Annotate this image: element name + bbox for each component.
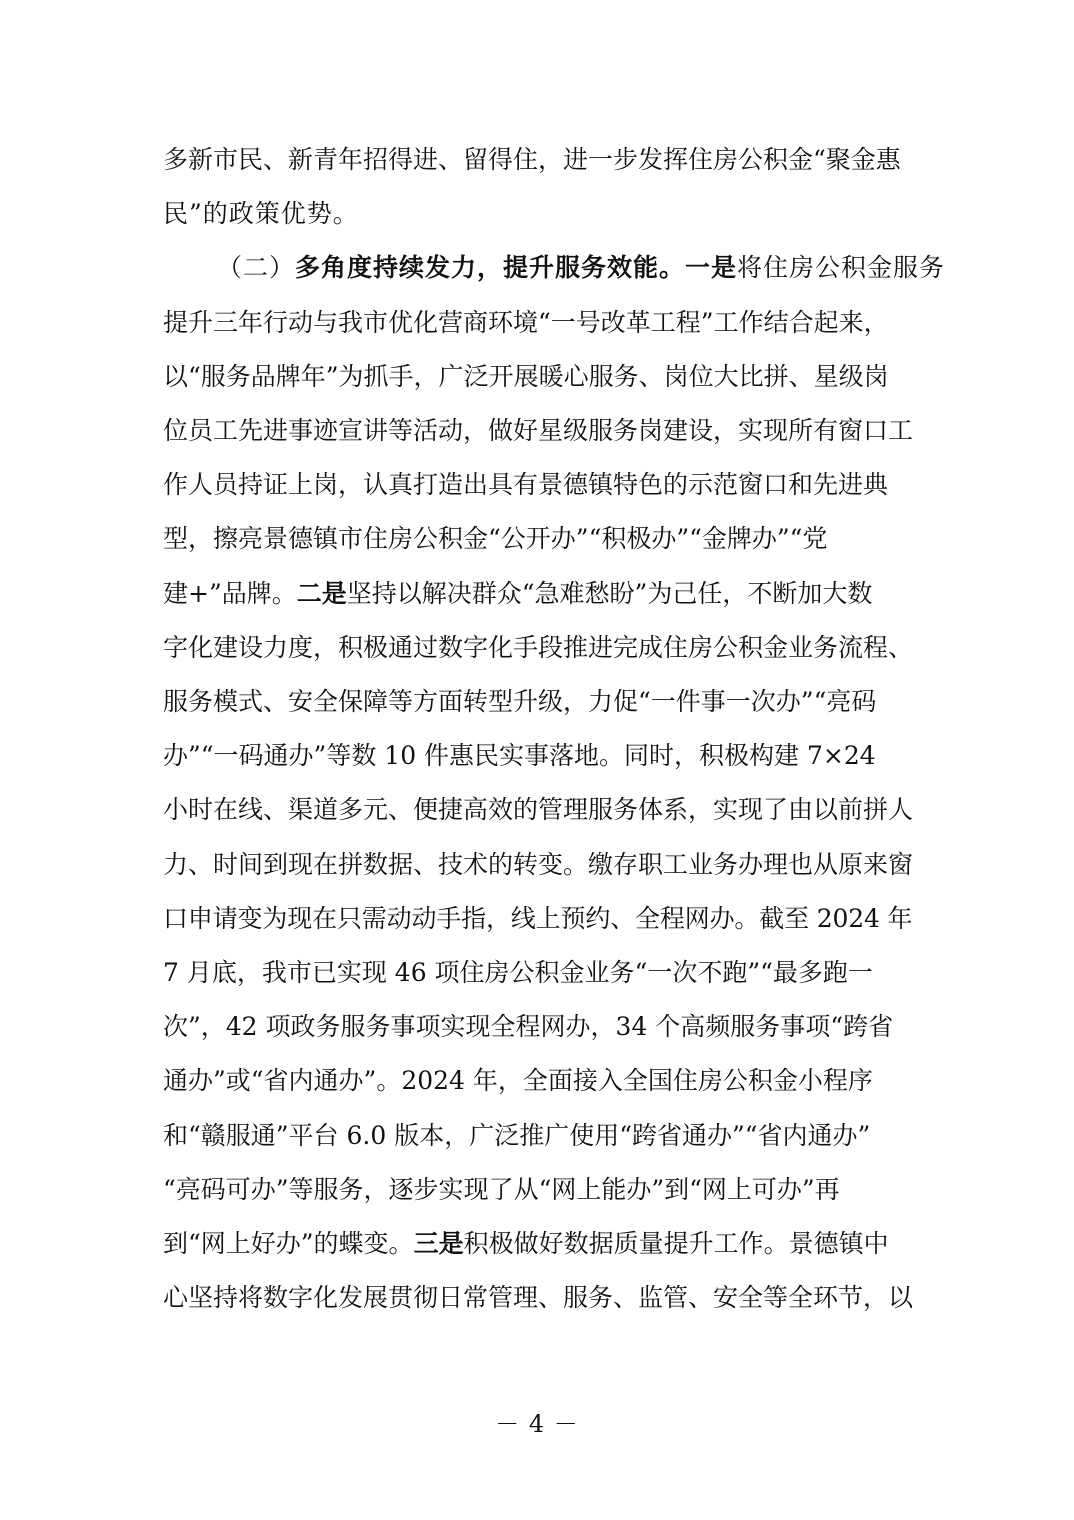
text-line bbox=[163, 1062, 913, 1100]
text-segment: “亮码可办”等服务，逐步实现了从“网上能办”到“网上可办”再 bbox=[163, 1174, 840, 1204]
text-segment: 民”的政策优势。 bbox=[163, 199, 359, 229]
text-line bbox=[163, 412, 913, 450]
text-line bbox=[163, 575, 913, 613]
text-segment: 小时在线、渠道多元、便捷高效的管理服务体系，实现了由以前拼人 bbox=[163, 795, 914, 825]
text-segment: 7 月底，我市已实现 46 项住房公积金业务“一次不跑”“最多跑一 bbox=[163, 958, 873, 987]
text-segment: 力、时间到现在拼数据、技术的转变。缴存职工业务办理也从原来窗 bbox=[163, 849, 914, 879]
text-segment: 心坚持将数字化发展贯彻日常管理、服务、监管、安全等全环节，以 bbox=[163, 1283, 914, 1313]
text-segment: 建+”品牌。 bbox=[163, 578, 297, 608]
text-segment: 办”“一码通办”等数 10 件惠民实事落地。同时，积极构建 7×24 bbox=[163, 741, 876, 771]
text-line bbox=[163, 737, 913, 775]
text-line bbox=[163, 304, 913, 342]
text-line bbox=[163, 1279, 913, 1317]
text-line bbox=[163, 954, 913, 992]
text-segment: 到“网上好办”的蝶变。 bbox=[163, 1229, 414, 1258]
text-segment: 多新市民、新青年招得进、留得住，进一步发挥住房公积金“聚金惠 bbox=[163, 145, 901, 174]
text-line bbox=[163, 141, 913, 179]
text-line bbox=[163, 846, 913, 884]
bold-text-segment: 二是 bbox=[296, 578, 347, 608]
text-line bbox=[163, 683, 913, 721]
text-segment: 将住房公积金服务 bbox=[737, 253, 946, 283]
text-segment: 口申请变为现在只需动动手指，线上预约、全程网办。截至 2024 年 bbox=[163, 903, 913, 933]
text-segment: 字化建设力度，积极通过数字化手段推进完成住房公积金业务流程、 bbox=[163, 632, 914, 662]
bold-text-segment: 多角度持续发力，提升服务效能。一是 bbox=[295, 253, 738, 283]
text-segment: 提升三年行动与我市优化营商环境“一号改革工程”工作结合起来， bbox=[163, 307, 889, 337]
text-line bbox=[163, 1008, 913, 1046]
text-segment: 作人员持证上岗，认真打造出具有景德镇特色的示范窗口和先进典 bbox=[163, 470, 889, 500]
page-number: － 4 － bbox=[495, 1410, 579, 1438]
text-line bbox=[163, 195, 913, 233]
text-segment: 坚持以解决群众“急难愁盼”为己任，不断加大数 bbox=[346, 578, 873, 608]
text-line bbox=[163, 1117, 913, 1155]
text-line bbox=[163, 791, 913, 829]
text-line bbox=[163, 1225, 913, 1263]
text-segment: 通办”或“省内通办”。2024 年，全面接入全国住房公积金小程序 bbox=[163, 1066, 873, 1096]
text-segment: 和“赣服通”平台 6.0 版本，广泛推广使用“跨省通办”“省内通办” bbox=[163, 1120, 871, 1150]
text-line bbox=[163, 1171, 913, 1209]
text-line bbox=[163, 520, 913, 558]
text-segment: 积极做好数据质量提升工作。景德镇中 bbox=[463, 1229, 889, 1258]
text-segment: 以“服务品牌年”为抓手，广泛开展暖心服务、岗位大比拼、星级岗 bbox=[163, 361, 889, 391]
text-segment: 服务模式、安全保障等方面转型升级，力促“一件事一次办”“亮码 bbox=[163, 687, 877, 716]
text-line bbox=[217, 249, 967, 287]
text-line bbox=[163, 466, 913, 504]
bold-text-segment: 三是 bbox=[413, 1229, 464, 1258]
text-line bbox=[163, 900, 913, 938]
text-segment: 位员工先进事迹宣讲等活动，做好星级服务岗建设，实现所有窗口工 bbox=[163, 416, 914, 445]
text-segment: 型，擦亮景德镇市住房公积金“公开办”“积极办”“金牌办”“党 bbox=[163, 524, 828, 554]
text-line bbox=[163, 629, 913, 667]
text-segment: 次”，42 项政务服务事项实现全程网办，34 个高频服务事项“跨省 bbox=[163, 1012, 894, 1042]
text-line bbox=[163, 358, 913, 396]
text-segment: （二） bbox=[217, 253, 296, 283]
